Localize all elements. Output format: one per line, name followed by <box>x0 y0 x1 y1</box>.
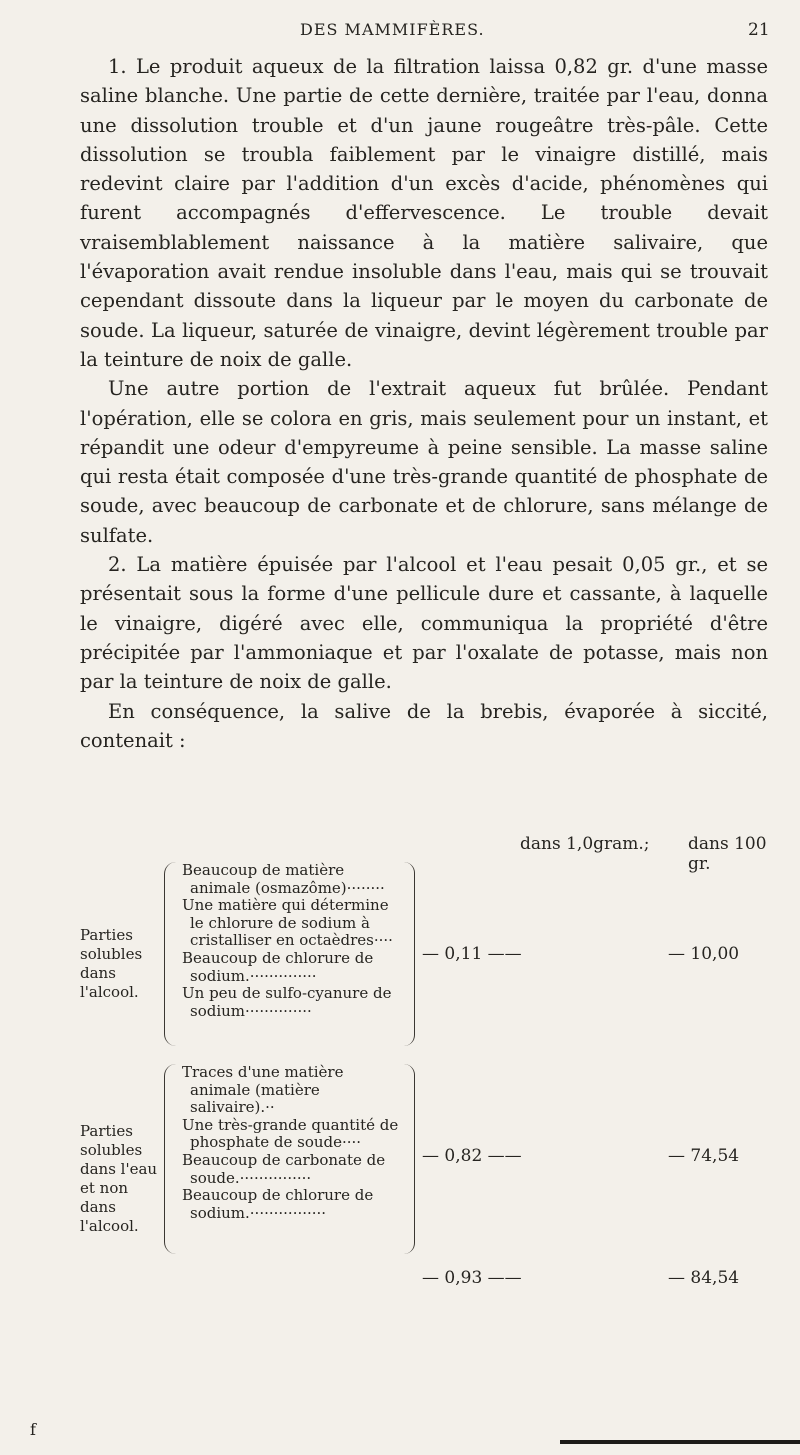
list-item: Traces d'une matière animale (matière salivaire).·· <box>182 1063 344 1117</box>
bottom-rule <box>560 1440 800 1444</box>
column-head-percent: dans 100 gr. <box>688 834 767 874</box>
running-head: DES MAMMIFÈRES. <box>300 20 485 39</box>
table-column-heads <box>380 834 780 874</box>
list-item: Beaucoup de chlorure de sodium.·············· <box>182 948 374 985</box>
value-percent: — 10,00 <box>668 944 740 964</box>
group-values <box>416 944 786 964</box>
composition-table <box>80 830 780 1288</box>
page-header <box>0 14 800 44</box>
list-item: Une très-grande quantité de phosphate de soude···· <box>182 1115 399 1152</box>
list-item: Beaucoup de matière animale (osmazôme)········ <box>182 861 385 897</box>
group-label: Parties solubles dans l'alcool. <box>80 926 143 1001</box>
page-number: 21 <box>748 20 770 40</box>
left-brace <box>164 1064 177 1254</box>
paragraph: Une autre portion de l'extrait aqueux fut brûlée. Pendant l'opération, elle se colora en gris, mais seulement pour un instant, et répandit une odeur d'empyreume à peine sensible. La masse saline qui resta était composée d'une très-grande quantité de phosphate de soude, avec beaucoup de carbonate et de chlorure, sans mélange de sulfate. <box>80 377 768 547</box>
right-brace <box>404 1064 415 1254</box>
footer-mark: f <box>30 1420 36 1439</box>
list-item: Beaucoup de carbonate de soude.··············· <box>182 1150 386 1187</box>
value-grams: — 0,82 —— <box>422 1146 522 1166</box>
group-items <box>182 862 402 1020</box>
paragraph: En conséquence, la salive de la brebis, évaporée à siccité, contenait : <box>80 699 768 752</box>
value-percent: — 74,54 <box>668 1146 740 1166</box>
list-item: Beaucoup de chlorure de sodium.················ <box>182 1186 374 1222</box>
total-grams: — 0,93 —— <box>422 1268 522 1288</box>
group-values <box>416 1146 786 1166</box>
group-label: Parties solubles dans l'eau et non dans l'alcool. <box>80 1122 158 1235</box>
left-brace <box>164 862 177 1046</box>
column-head-quantity: dans 1,0gram.; <box>520 834 650 854</box>
table-group-water-soluble <box>80 1062 780 1262</box>
value-grams: — 0,11 —— <box>422 944 522 964</box>
paragraph: 2. La matière épuisée par l'alcool et l'eau pesait 0,05 gr., et se présentait sous la forme d'une pellicule dure et cassante, à laquelle le vinaigre, digéré avec elle, communiqua la propriété d'être précipitée par l'ammoniaque et par l'oxalate de potasse, mais non par la teinture de noix de galle. <box>80 553 768 694</box>
table-group-alcohol-soluble <box>80 860 780 1050</box>
body-text <box>80 52 768 755</box>
right-brace <box>404 862 415 1046</box>
list-item: Une matière qui détermine le chlorure de sodium à cristalliser en octaèdres···· <box>182 896 393 950</box>
list-item: Un peu de sulfo-cyanure de sodium·············· <box>182 984 392 1020</box>
paragraph: 1. Le produit aqueux de la filtration laissa 0,82 gr. d'une masse saline blanche. Une partie de cette dernière, traitée par l'eau, donna une dissolution trouble et d'un jaune rougeâtre très-pâle. Cette dissolution se troubla faiblement par le vinaigre distillé, mais redevint claire par l'addition d'un excès d'acide, phénomènes qui furent accompagnés d'effervescence. Le trouble devait vraisemblablement naissance à la matière salivaire, que l'évaporation avait rendue insoluble dans l'eau, mais qui se trouvait cependant dissoute dans la liqueur par le moyen du carbonate de soude. La liqueur, saturée de vinaigre, devint légèrement trouble par la teinture de noix de galle. <box>80 55 768 371</box>
total-percent: — 84,54 <box>668 1268 740 1288</box>
table-totals <box>416 1268 786 1292</box>
group-items <box>182 1064 402 1222</box>
